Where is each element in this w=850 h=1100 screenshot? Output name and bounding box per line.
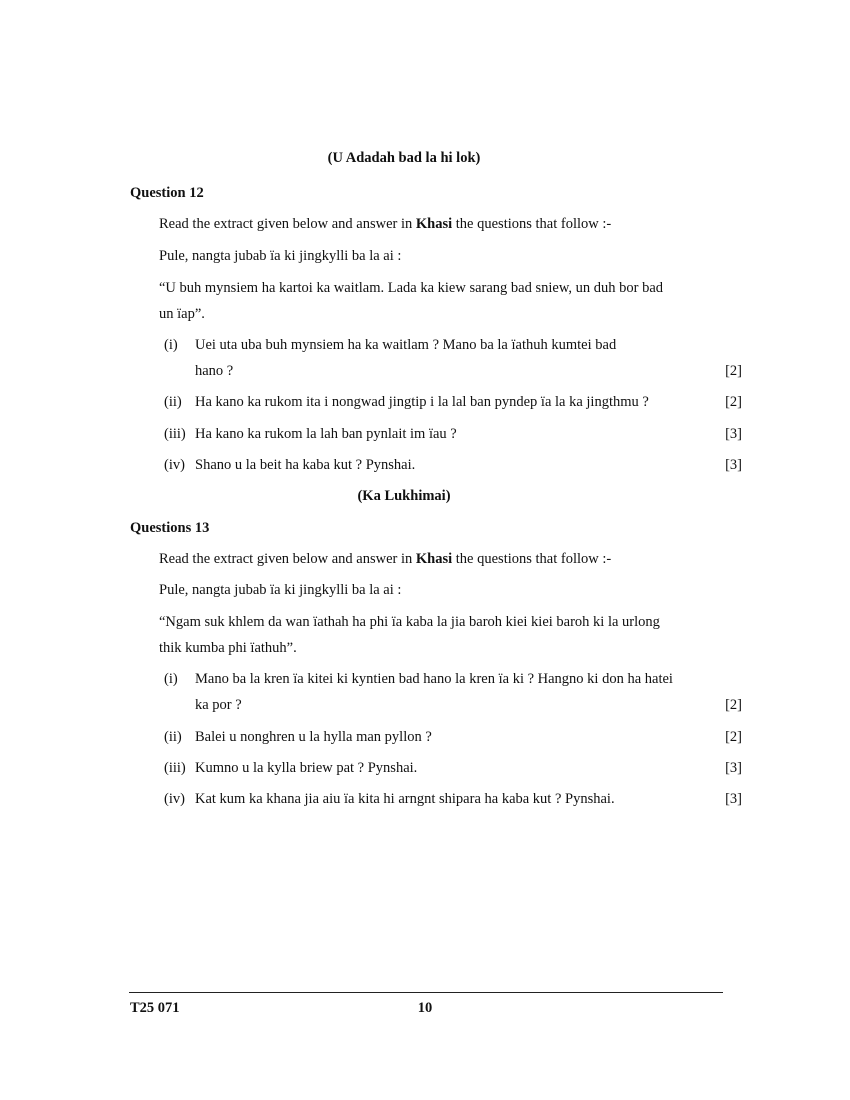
instruction-text-end: the questions that follow :- [452, 551, 612, 567]
item-number: (i) [164, 337, 178, 353]
question-12-extract-line-2: un ïap”. [159, 306, 205, 322]
question-12-extract-line-1: “U buh mynsiem ha kartoi ka waitlam. Lada ka kiew sarang bad sniew, un duh bor bad [159, 280, 664, 296]
item-number: (ii) [164, 394, 182, 410]
item-marks: [3] [725, 426, 742, 442]
question-12-title: Question 12 [130, 185, 204, 201]
item-number: (iii) [164, 426, 186, 442]
item-number: (ii) [164, 729, 182, 745]
item-text-line-1: Mano ba la kren ïa kitei ki kyntien bad hano la kren ïa ki ? Hangno ki don ha hatei [195, 671, 673, 687]
instruction-text: Read the extract given below and answer in [159, 551, 416, 567]
item-marks: [3] [725, 791, 742, 807]
item-marks: [2] [725, 394, 742, 410]
item-number: (iii) [164, 760, 186, 776]
item-number: (iv) [164, 791, 185, 807]
question-13-khasi-instruction: Pule, nangta jubab ïa ki jingkylli ba la ai : [159, 582, 402, 598]
question-13-extract-line-2: thik kumba phi ïathuh”. [159, 640, 297, 656]
footer-page-number: 10 [417, 1000, 433, 1016]
item-text-line-2: ka por ? [195, 697, 242, 713]
footer-paper-code: T25 071 [130, 1000, 180, 1016]
section-heading-2: (Ka Lukhimai) [357, 488, 451, 504]
item-number: (i) [164, 671, 178, 687]
section-heading-1: (U Adadah bad la hi lok) [327, 150, 481, 166]
item-marks: [2] [725, 363, 742, 379]
instruction-language: Khasi [415, 551, 453, 567]
item-marks: [2] [725, 729, 742, 745]
item-marks: [3] [725, 760, 742, 776]
item-marks: [2] [725, 697, 742, 713]
item-marks: [3] [725, 457, 742, 473]
item-text-line-1: Kumno u la kylla briew pat ? Pynshai. [195, 760, 418, 776]
question-12-instruction [159, 216, 611, 233]
item-text-line-1: Ha kano ka rukom la lah ban pynlait im ïau ? [195, 426, 457, 442]
item-text-line-1: Balei u nonghren u la hylla man pyllon ? [195, 729, 432, 745]
item-text-line-1: Shano u la beit ha kaba kut ? Pynshai. [195, 457, 416, 473]
item-text-line-1: Ha kano ka rukom ita i nongwad jingtip i la lal ban pyndep ïa la ka jingthmu ? [195, 394, 649, 410]
question-13-title: Questions 13 [130, 520, 210, 536]
instruction-language: Khasi [415, 216, 453, 232]
item-number: (iv) [164, 457, 185, 473]
question-13-extract-line-1: “Ngam suk khlem da wan ïathah ha phi ïa kaba la jia baroh kiei kiei baroh ki la urlong [159, 614, 660, 630]
instruction-text-end: the questions that follow :- [452, 216, 612, 232]
item-text-line-1: Kat kum ka khana jia aiu ïa kita hi arngnt shipara ha kaba kut ? Pynshai. [195, 791, 615, 807]
instruction-text: Read the extract given below and answer in [159, 216, 416, 232]
footer-divider [129, 992, 723, 993]
question-13-instruction [159, 551, 611, 568]
item-text-line-2: hano ? [195, 363, 234, 379]
question-12-khasi-instruction: Pule, nangta jubab ïa ki jingkylli ba la ai : [159, 248, 402, 264]
item-text-line-1: Uei uta uba buh mynsiem ha ka waitlam ? Mano ba la ïathuh kumtei bad [195, 337, 617, 353]
